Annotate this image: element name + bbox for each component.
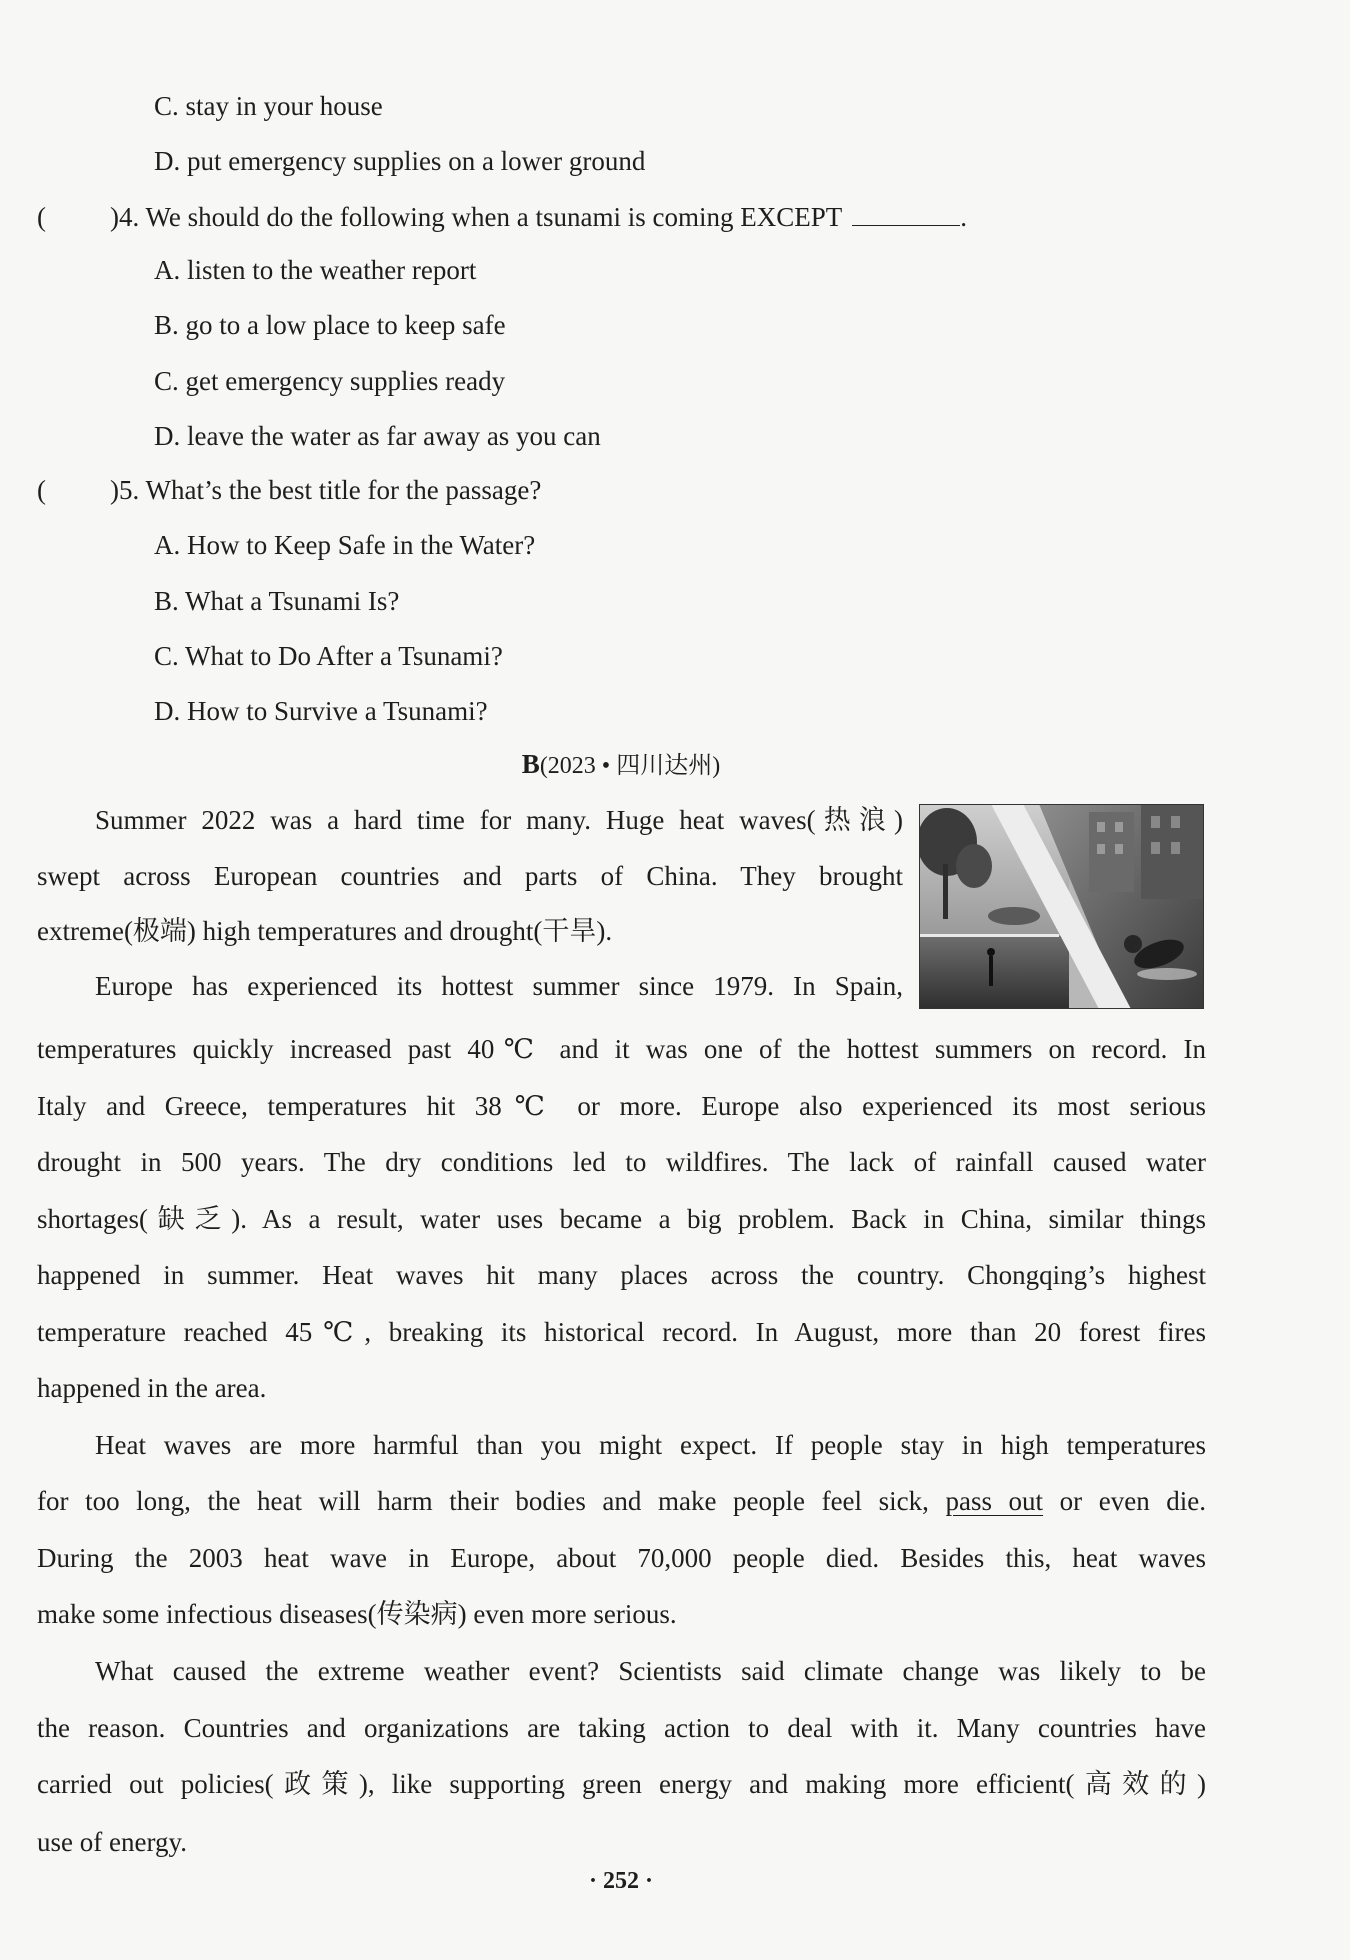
option-line: D. How to Survive a Tsunami?: [154, 696, 488, 726]
passage-line: carried out policies(政策), like supporting green energy and making more efficient(高效的): [37, 1769, 1206, 1799]
option-line: B. go to a low place to keep safe: [154, 310, 506, 340]
question-text: What’s the best title for the passage?: [145, 475, 542, 505]
passage-line: extreme(极端) high temperatures and drought(干旱).: [37, 916, 613, 946]
answer-bracket-open: (: [37, 475, 46, 505]
question-number: )4.: [110, 202, 140, 232]
passage-line: [37, 1481, 1206, 1521]
passage-text: for too long, the heat will harm their bodies and make people feel sick,: [37, 1486, 946, 1516]
passage-line: the reason. Countries and organizations are taking action to deal with it. Many countries have: [37, 1713, 1206, 1743]
question-text: We should do the following when a tsunami is coming EXCEPT: [145, 202, 843, 232]
passage-line: drought in 500 years. The dry conditions led to wildfires. The lack of rainfall caused water: [37, 1147, 1206, 1177]
passage-line: temperature reached 45℃, breaking its historical record. In August, more than 20 forest fires: [37, 1317, 1206, 1347]
section-label: B: [521, 749, 540, 779]
option-line: C. stay in your house: [154, 91, 383, 121]
passage-line: Italy and Greece, temperatures hit 38℃ or more. Europe also experienced its most serious: [37, 1091, 1206, 1121]
passage-line: What caused the extreme weather event? Scientists said climate change was likely to be: [95, 1656, 1206, 1686]
option-line: B. What a Tsunami Is?: [154, 586, 400, 616]
question-5-stem: [37, 470, 541, 510]
option-line: C. What to Do After a Tsunami?: [154, 641, 503, 671]
answer-bracket-open: (: [37, 202, 46, 232]
question-4-stem: [37, 195, 967, 235]
option-line: D. put emergency supplies on a lower ground: [154, 146, 646, 176]
fill-in-blank: [852, 195, 960, 226]
underlined-phrase: pass out: [945, 1486, 1044, 1516]
question-number: )5.: [110, 475, 140, 505]
page-number: · 252 ·: [588, 1868, 653, 1894]
option-line: C. get emergency supplies ready: [154, 366, 506, 396]
passage-line: make some infectious diseases(传染病) even more serious.: [37, 1599, 677, 1629]
heat-wave-photo: [919, 804, 1204, 1009]
question-end-mark: .: [960, 202, 968, 232]
passage-line: use of energy.: [37, 1827, 187, 1857]
passage-line: Heat waves are more harmful than you might expect. If people stay in high temperatures: [95, 1430, 1206, 1460]
option-line: A. How to Keep Safe in the Water?: [154, 530, 536, 560]
option-line: A. listen to the weather report: [154, 255, 477, 285]
passage-line: happened in summer. Heat waves hit many places across the country. Chongqing’s highest: [37, 1260, 1206, 1290]
passage-line: shortages(缺乏). As a result, water uses became a big problem. Back in China, similar things: [37, 1204, 1206, 1234]
passage-line: happened in the area.: [37, 1373, 267, 1403]
passage-text: or even die.: [1043, 1486, 1207, 1516]
section-heading: [0, 744, 1296, 784]
passage-line: temperatures quickly increased past 40℃ and it was one of the hottest summers on record. In: [37, 1034, 1206, 1064]
passage-line: swept across European countries and parts of China. They brought: [37, 861, 903, 891]
passage-line: During the 2003 heat wave in Europe, about 70,000 people died. Besides this, heat waves: [37, 1543, 1206, 1573]
section-source: (2023 • 四川达州): [539, 753, 721, 779]
option-line: D. leave the water as far away as you can: [154, 421, 601, 451]
passage-line: Europe has experienced its hottest summer since 1979. In Spain,: [95, 971, 903, 1001]
passage-line: Summer 2022 was a hard time for many. Huge heat waves(热浪): [95, 805, 903, 835]
